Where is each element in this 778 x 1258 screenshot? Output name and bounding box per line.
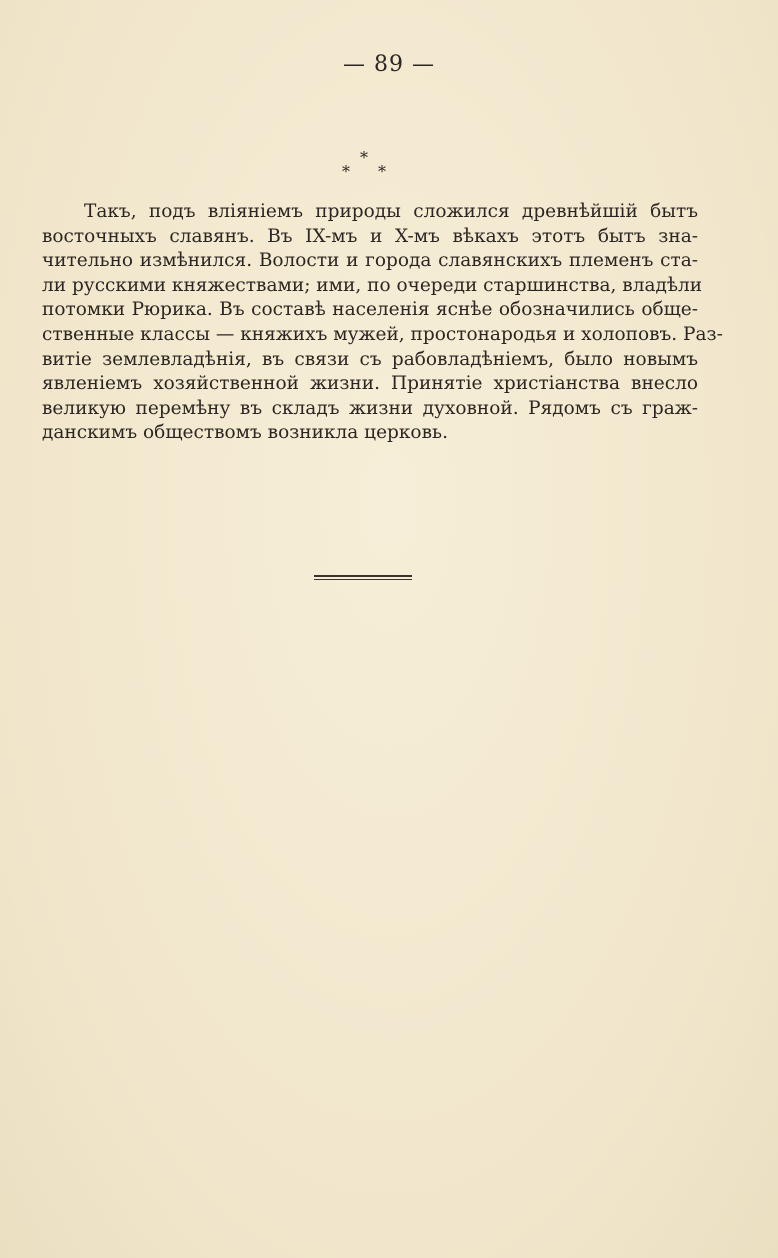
- asterism-star-top: *: [360, 148, 368, 167]
- paragraph-line: великую перемѣну въ складъ жизни духовной. Рядомъ съ граж-: [42, 397, 698, 419]
- paragraph-line: ственные классы — княжихъ мужей, простонародья и холоповъ. Раз-: [42, 323, 723, 345]
- paragraph-line: данскимъ обществомъ возникла церковь.: [42, 422, 448, 444]
- asterism-separator: [340, 150, 390, 186]
- paragraph-line: чительно измѣнился. Волости и города славянскихъ племенъ ста-: [42, 250, 698, 272]
- paragraph-line: восточныхъ славянъ. Въ IX-мъ и X-мъ вѣкахъ этотъ бытъ зна-: [42, 225, 698, 247]
- paragraph-line: ли русскими княжествами; ими, по очереди старшинства, владѣли: [42, 274, 703, 296]
- paragraph-line: витіе землевладѣнія, въ связи съ рабовладѣніемъ, было новымъ: [42, 348, 698, 370]
- paragraph-line: явленіемъ хозяйственной жизни. Принятіе христіанства внесло: [42, 373, 698, 395]
- paragraph-line: потомки Рюрика. Въ составѣ населенія яснѣе обозначились обще-: [42, 299, 698, 321]
- asterism-star-left: *: [342, 162, 350, 181]
- paragraph-line: Такъ, подъ вліяніемъ природы сложился древнѣйшій бытъ: [84, 201, 698, 222]
- page-number: — 89 —: [343, 52, 435, 77]
- asterism-star-right: *: [378, 162, 386, 181]
- body-paragraph: [42, 200, 723, 446]
- section-end-rule: [314, 575, 412, 580]
